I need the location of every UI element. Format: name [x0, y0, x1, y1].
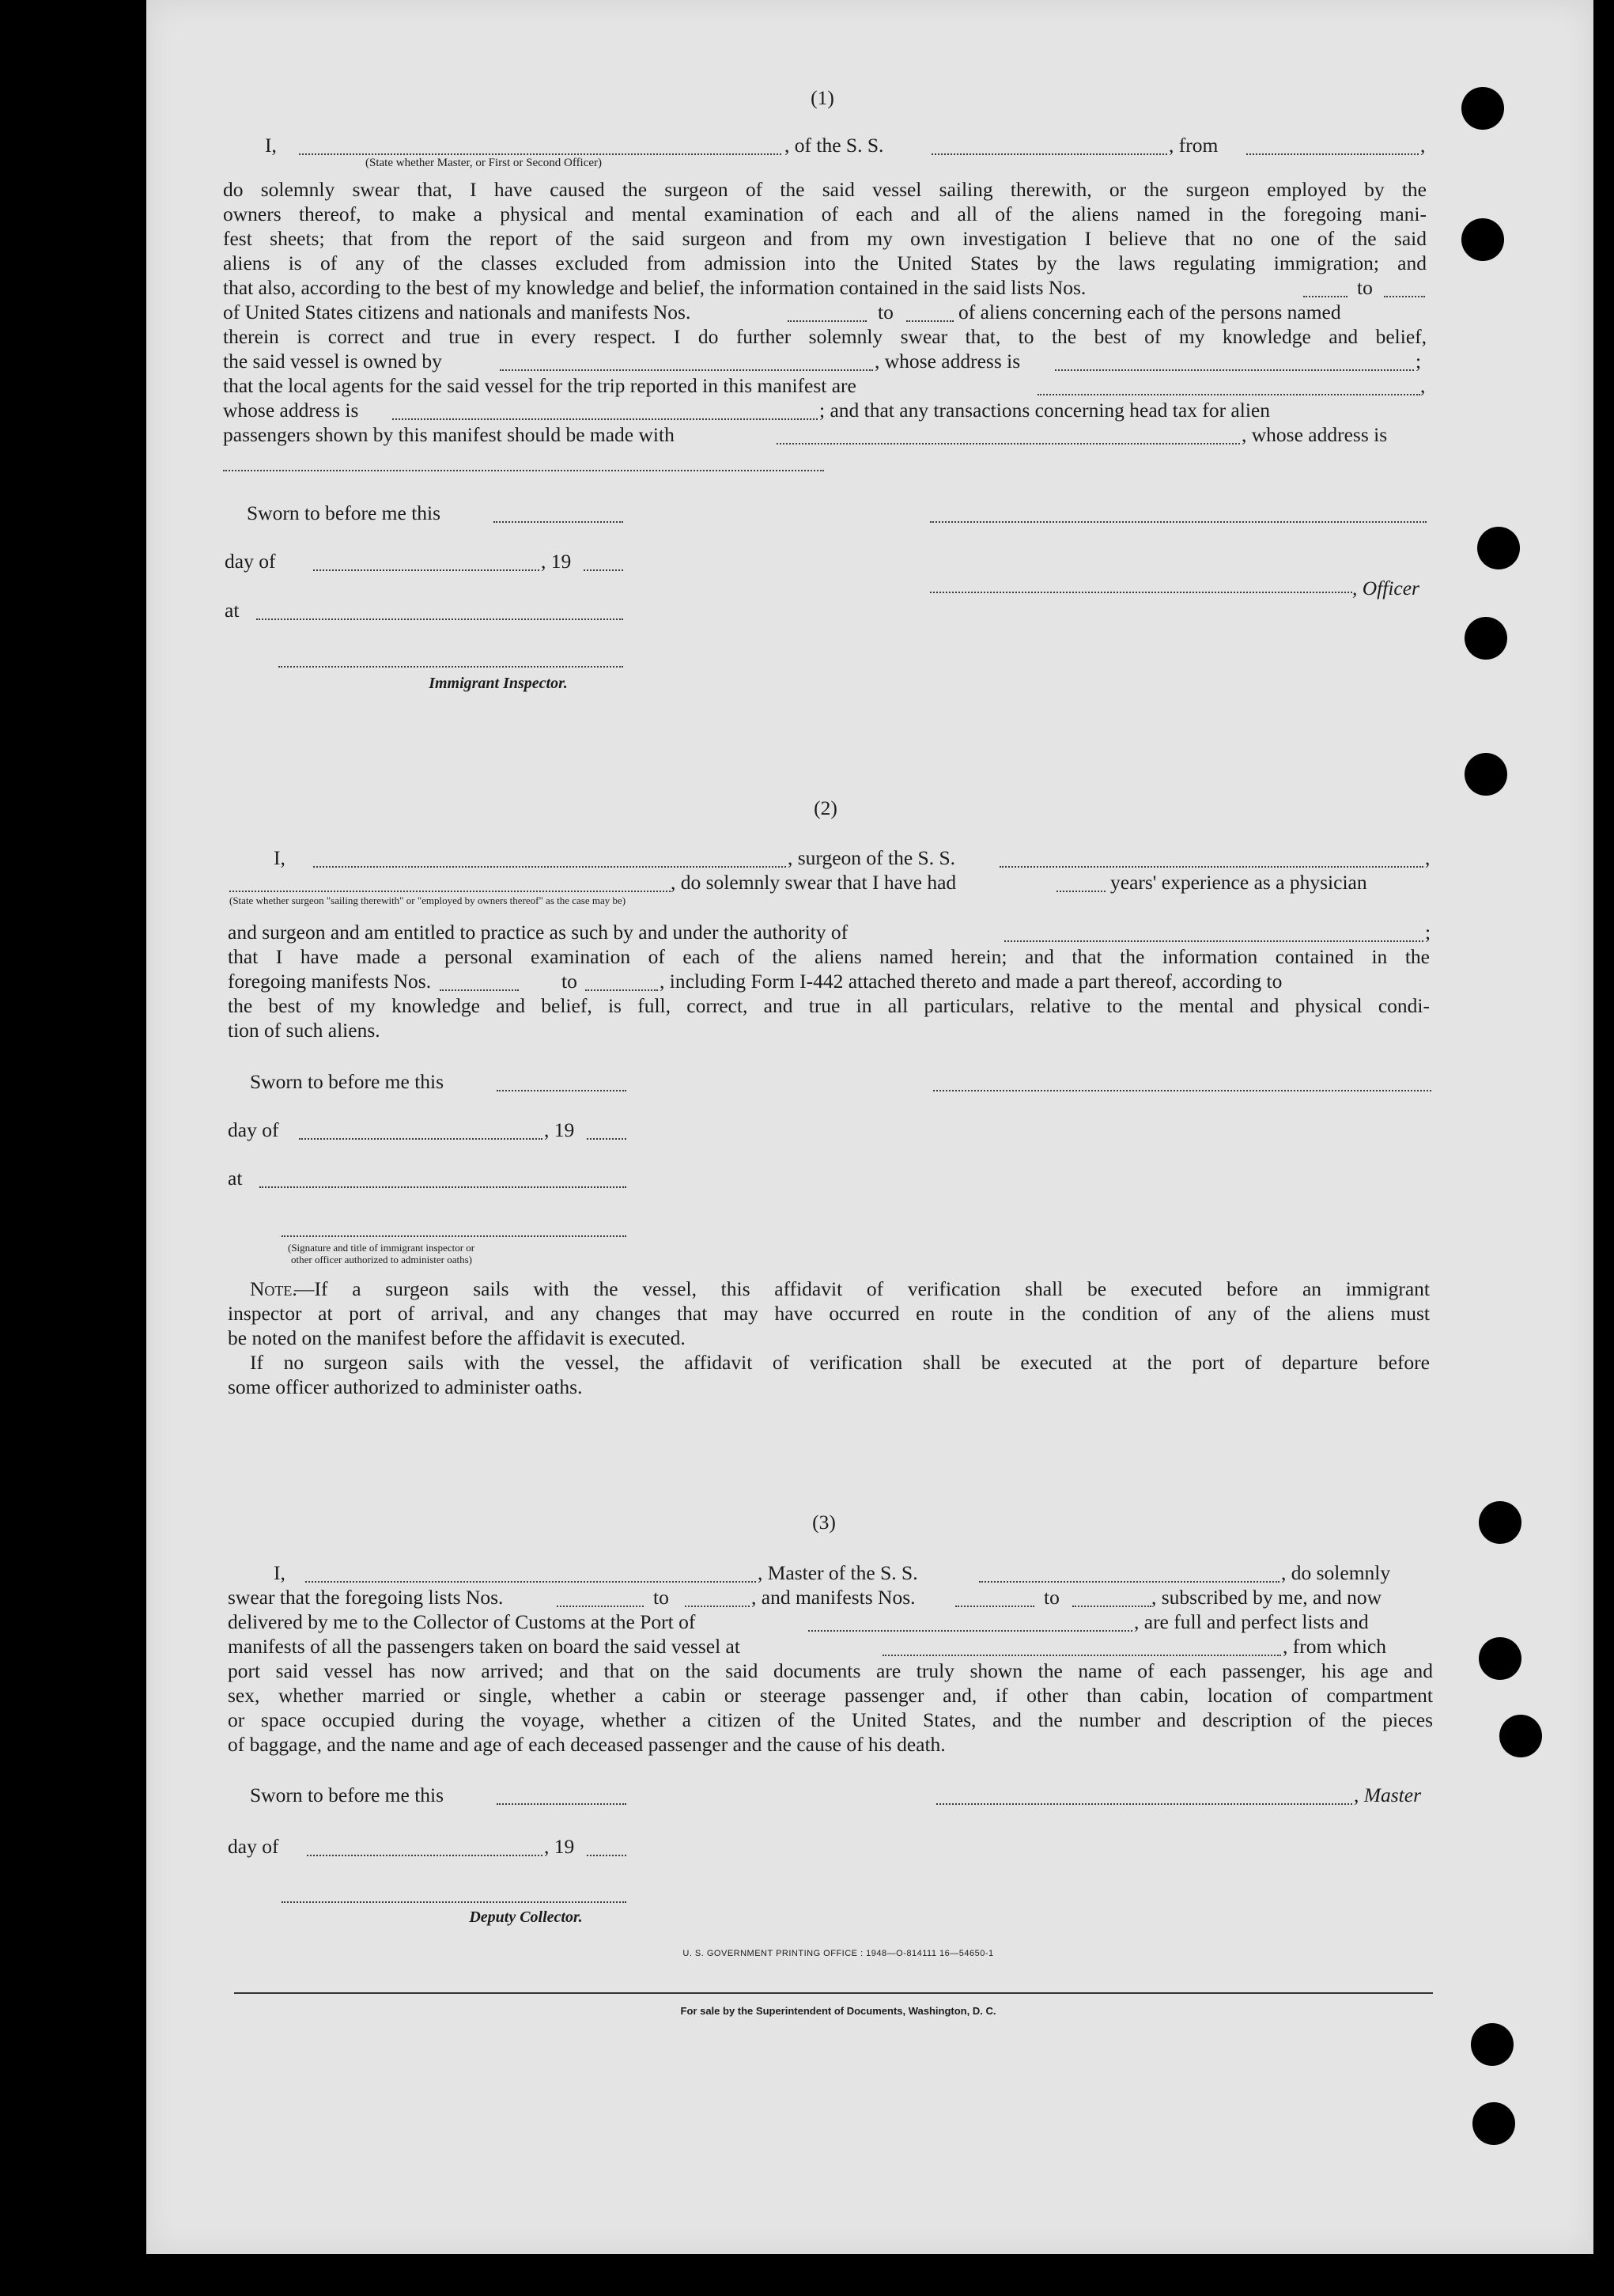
- s3-para-line: port said vessel has now arrived; and that on the said documents are truly shown the name of each passenger, his age and: [228, 1659, 1433, 1682]
- s1-owner-address-field[interactable]: [1055, 369, 1414, 371]
- comma: ,: [1420, 134, 1426, 157]
- s3-master-ss-label: , Master of the S. S.: [758, 1561, 918, 1584]
- s1-officer-signature-field[interactable]: [930, 592, 1352, 593]
- punch-hole: [1471, 2023, 1514, 2066]
- s2-sig-note: (Signature and title of immigrant inspector or: [288, 1242, 475, 1254]
- s3-para-line: manifests of all the passengers taken on board the said vessel at: [228, 1635, 740, 1658]
- s1-para-line: of United States citizens and nationals and manifests Nos.: [223, 301, 691, 323]
- s1-of-ss-label: , of the S. S.: [784, 134, 884, 157]
- s3-para-line: or space occupied during the voyage, whether a citizen of the United States, and the number and description of the pieces: [228, 1708, 1433, 1731]
- section-3-number: (3): [812, 1511, 836, 1534]
- s2-to-word: to: [561, 970, 577, 993]
- punch-hole: [1479, 1637, 1521, 1680]
- s3-and-manifests: , and manifests Nos.: [751, 1586, 916, 1609]
- s2-at-label: at: [228, 1167, 243, 1190]
- s2-swear-label: , do solemnly swear that I have had: [671, 871, 957, 894]
- s3-master-label: , Master: [1354, 1783, 1421, 1806]
- s1-whose-address-end: , whose address is: [1242, 423, 1388, 446]
- s2-para-line: foregoing manifests Nos.: [228, 970, 432, 993]
- s1-sworn-label: Sworn to before me this: [247, 501, 441, 524]
- s1-from-field[interactable]: [1246, 153, 1419, 155]
- s2-surgeon-type-field[interactable]: [229, 891, 671, 892]
- s1-manifests-from-field[interactable]: [788, 320, 867, 322]
- s1-manifests-to-field[interactable]: [906, 320, 954, 322]
- s1-para-line: that also, according to the best of my knowledge and belief, the information contained in the said lists Nos.: [223, 276, 1087, 299]
- s1-para-line: whose address is: [223, 399, 359, 422]
- s1-vessel-field[interactable]: [932, 153, 1167, 155]
- s1-year-label: , 19: [541, 550, 572, 573]
- s1-para-line: the said vessel is owned by: [223, 350, 442, 373]
- s3-subscribed: , subscribed by me, and now: [1151, 1586, 1382, 1609]
- s2-inspector-signature-field[interactable]: [282, 1235, 626, 1237]
- punch-hole: [1465, 617, 1507, 660]
- s2-years-field[interactable]: [1056, 891, 1106, 892]
- s2-manifests-to-field[interactable]: [585, 989, 658, 991]
- s1-sworn-day-field[interactable]: [493, 521, 623, 523]
- s1-head-tax-party-field[interactable]: [777, 443, 1240, 444]
- s2-note-line: —If a surgeon sails with the vessel, this affidavit of verification shall be executed before an immigrant: [294, 1277, 1430, 1300]
- s3-para-line: swear that the foregoing lists Nos.: [228, 1586, 504, 1609]
- s2-sig-note: other officer authorized to administer oaths): [291, 1254, 472, 1265]
- semicolon: ;: [1425, 921, 1431, 944]
- punch-hole: [1465, 753, 1507, 796]
- s2-note-line: be noted on the manifest before the affidavit is executed.: [228, 1326, 686, 1349]
- s3-sworn-label: Sworn to before me this: [250, 1783, 444, 1806]
- s3-manifests-from-field[interactable]: [955, 1606, 1034, 1607]
- s3-collector-signature-field[interactable]: [282, 1901, 626, 1903]
- section-1-number: (1): [811, 86, 834, 109]
- s1-officer-label: , Officer: [1352, 577, 1419, 600]
- s2-authority-field[interactable]: [1004, 940, 1423, 942]
- s3-collector-label: Deputy Collector.: [469, 1908, 583, 1926]
- s2-note-line: some officer authorized to administer oaths.: [228, 1375, 583, 1398]
- punch-hole: [1461, 87, 1504, 130]
- s2-day-of-label: day of: [228, 1118, 279, 1141]
- s1-i-label: I,: [265, 134, 277, 157]
- s3-month-field[interactable]: [307, 1855, 542, 1856]
- s3-master-name-field[interactable]: [305, 1581, 756, 1583]
- s2-manifests-from-field[interactable]: [440, 989, 519, 991]
- footer-rule: [234, 1992, 1433, 1994]
- s1-to-word: to: [878, 301, 894, 323]
- s1-head-tax-address-field[interactable]: [223, 470, 824, 471]
- s1-officer-name-field[interactable]: [299, 153, 781, 155]
- s2-sworn-day-field[interactable]: [497, 1090, 626, 1091]
- s2-note-label: Note.: [250, 1277, 297, 1300]
- s1-para-line: aliens is of any of the classes excluded from admission into the United States by the laws regulating immigration; and: [223, 252, 1427, 274]
- s3-to-word: to: [1044, 1586, 1060, 1609]
- s1-para-line: owners thereof, to make a physical and mental examination of each and all of the aliens named in the foregoing mani-: [223, 202, 1427, 225]
- s1-officer-signature-top[interactable]: [930, 521, 1427, 523]
- s2-note-line: If no surgeon sails with the vessel, the affidavit of verification shall be executed at the port of departure before: [250, 1351, 1430, 1374]
- s1-head-tax: ; and that any transactions concerning head tax for alien: [819, 399, 1270, 422]
- s2-sworn-label: Sworn to before me this: [250, 1070, 444, 1093]
- s2-year-field[interactable]: [587, 1138, 626, 1140]
- s1-para-line: that the local agents for the said vessel for the trip reported in this manifest are: [223, 374, 856, 397]
- s2-surgeon-ss-label: , surgeon of the S. S.: [788, 846, 956, 869]
- s3-vessel-port-field[interactable]: [883, 1655, 1281, 1656]
- s2-form-text: , including Form I-442 attached thereto and made a part thereof, according to: [660, 970, 1283, 993]
- s1-from-label: , from: [1169, 134, 1219, 157]
- comma: ,: [1425, 846, 1431, 869]
- for-sale-line: For sale by the Superintendent of Documents, Washington, D. C.: [680, 2005, 996, 2017]
- s3-from-which: , from which: [1283, 1635, 1387, 1658]
- s3-year-field[interactable]: [587, 1855, 626, 1856]
- s3-day-of-label: day of: [228, 1835, 279, 1858]
- s3-para-line: of baggage, and the name and age of each deceased passenger and the cause of his death.: [228, 1733, 946, 1756]
- s3-year-label: , 19: [544, 1835, 575, 1858]
- s1-inspector-label: Immigrant Inspector.: [429, 675, 568, 692]
- s1-para-line: passengers shown by this manifest should be made with: [223, 423, 675, 446]
- s2-month-field[interactable]: [299, 1138, 542, 1140]
- s3-i-label: I,: [274, 1561, 285, 1584]
- s1-at-label: at: [225, 599, 240, 622]
- punch-hole: [1477, 527, 1520, 569]
- s1-officer-note: (State whether Master, or First or Second Officer): [365, 157, 603, 169]
- s2-surgeon-name-field[interactable]: [313, 866, 786, 868]
- s3-para-line: delivered by me to the Collector of Customs at the Port of: [228, 1610, 696, 1633]
- s1-agents-field[interactable]: [1038, 394, 1420, 395]
- s3-to-word: to: [653, 1586, 669, 1609]
- punch-hole: [1479, 1501, 1521, 1544]
- s1-lists-from-field[interactable]: [1303, 296, 1348, 297]
- punch-hole: [1499, 1715, 1542, 1757]
- s2-years-label: years' experience as a physician: [1110, 871, 1367, 894]
- punch-hole: [1472, 2102, 1515, 2145]
- section-2-number: (2): [814, 796, 837, 819]
- s1-owner-field[interactable]: [500, 369, 873, 371]
- s1-para-line: do solemnly swear that, I have caused the surgeon of the said vessel sailing therewith, or the surgeon employed by the: [223, 178, 1427, 201]
- s1-para-line: fest sheets; that from the report of the said surgeon and from my own investigation I believe that no one of the said: [223, 227, 1427, 250]
- s1-at-field[interactable]: [256, 618, 623, 620]
- s1-aliens-concerning: of aliens concerning each of the persons named: [958, 301, 1341, 323]
- s1-para-line: therein is correct and true in every respect. I do further solemnly swear that, to the best of my knowledge and belief,: [223, 325, 1427, 348]
- s2-surgeon-note: (State whether surgeon "sailing therewith" or "employed by owners thereof" as the case may be): [229, 895, 626, 906]
- punch-hole: [1461, 218, 1504, 261]
- s3-lists-to-field[interactable]: [685, 1606, 750, 1607]
- s3-do-solemnly: , do solemnly: [1281, 1561, 1391, 1584]
- s2-note-line: inspector at port of arrival, and any changes that may have occurred en route in the condition of any of the aliens must: [228, 1302, 1430, 1325]
- s2-at-field[interactable]: [259, 1186, 626, 1188]
- s2-para-line: the best of my knowledge and belief, is full, correct, and true in all particulars, relative to the mental and physical condi-: [228, 994, 1430, 1017]
- s2-i-label: I,: [274, 846, 285, 869]
- s2-vessel-field[interactable]: [1000, 866, 1423, 868]
- s3-master-signature-field[interactable]: [936, 1803, 1352, 1805]
- s3-para-line: sex, whether married or single, whether a cabin or steerage passenger and, if other than cabin, location of compartment: [228, 1684, 1433, 1707]
- s3-port-field[interactable]: [808, 1630, 1132, 1632]
- s3-full-perfect: , are full and perfect lists and: [1134, 1610, 1369, 1633]
- s2-para-line: tion of such aliens.: [228, 1019, 380, 1042]
- s2-para-line: and surgeon and am entitled to practice as such by and under the authority of: [228, 921, 849, 944]
- printing-office-line: U. S. GOVERNMENT PRINTING OFFICE : 1948—O-814111 16—54650-1: [682, 1949, 994, 1958]
- s1-year-field[interactable]: [584, 569, 623, 571]
- s1-agents-address-field[interactable]: [392, 418, 818, 420]
- s2-surgeon-signature-field[interactable]: [933, 1090, 1431, 1091]
- s3-vessel-field[interactable]: [979, 1581, 1279, 1583]
- s3-lists-from-field[interactable]: [557, 1606, 644, 1607]
- semicolon: ;: [1416, 350, 1422, 373]
- s2-year-label: , 19: [544, 1118, 575, 1141]
- s2-para-line: that I have made a personal examination of each of the aliens named herein; and that the information contained in the: [228, 945, 1430, 968]
- s1-whose-address: , whose address is: [875, 350, 1021, 373]
- s1-to-word: to: [1357, 276, 1373, 299]
- s3-sworn-day-field[interactable]: [497, 1803, 626, 1805]
- s3-manifests-to-field[interactable]: [1072, 1606, 1151, 1607]
- s1-lists-to-field[interactable]: [1384, 296, 1425, 297]
- s1-month-field[interactable]: [313, 569, 539, 571]
- comma: ,: [1420, 374, 1426, 397]
- s1-day-of-label: day of: [225, 550, 276, 573]
- s1-inspector-signature-field[interactable]: [278, 666, 623, 668]
